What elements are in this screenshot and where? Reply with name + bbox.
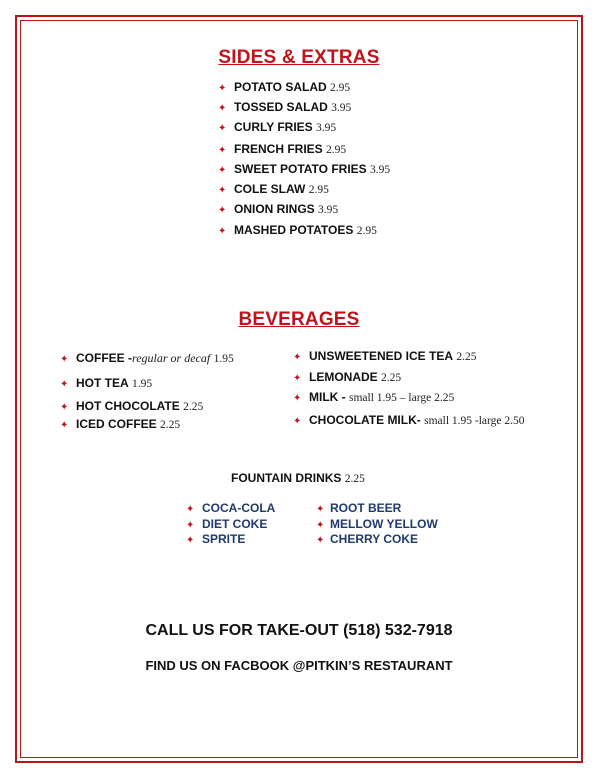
side-item [218,182,329,196]
beverage-item [293,390,454,404]
beverages-title: BEVERAGES [238,309,360,330]
side-item-price: 3.95 [316,122,337,134]
beverage-detail: 2.25 [456,351,477,363]
bullet-star-icon: ✦ [186,535,195,546]
fountain-item [316,532,418,546]
beverage-name: ICED COFFEE [76,417,157,431]
side-item [218,142,346,156]
side-item-name: SWEET POTATO FRIES [234,162,367,176]
bullet-star-icon: ✦ [218,103,227,114]
beverage-detail: small 1.95 – large 2.25 [349,392,455,404]
beverage-name: CHOCOLATE MILK- [309,413,421,427]
bullet-star-icon: ✦ [316,535,325,546]
side-item-price: 3.95 [331,102,352,114]
side-item-name: TOSSED SALAD [234,100,328,114]
side-item-price: 2.95 [326,144,347,156]
facebook-line: FIND US ON FACBOOK @PITKIN’S RESTAURANT [145,658,453,673]
fountain-item [186,517,267,531]
side-item-name: CURLY FRIES [234,120,313,134]
fountain-title: FOUNTAIN DRINKS [231,471,342,485]
fountain-name: CHERRY COKE [330,532,419,546]
side-item [218,80,350,94]
beverage-name: COFFEE - [76,351,132,365]
beverage-name: MILK - [309,390,346,404]
bullet-star-icon: ✦ [293,393,302,404]
side-item-price: 2.95 [356,225,377,237]
side-item-price: 3.95 [318,204,339,216]
fountain-name: COCA-COLA [202,501,276,515]
beverage-name: HOT TEA [76,376,129,390]
beverage-item [60,351,234,366]
fountain-item [316,501,401,515]
bullet-star-icon: ✦ [60,402,69,413]
beverage-item [293,413,525,427]
fountain-price: 2.25 [344,473,365,485]
beverage-item [293,349,476,363]
fountain-name: ROOT BEER [330,501,402,515]
beverage-item [293,370,401,384]
fountain-heading [231,471,365,485]
side-item [218,223,377,237]
side-item-price: 2.95 [330,82,351,94]
side-item-price: 2.95 [308,184,329,196]
side-item-price: 3.95 [370,164,391,176]
beverage-name: UNSWEETENED ICE TEA [309,349,454,363]
bullet-star-icon: ✦ [218,165,227,176]
side-item [218,202,338,216]
side-item-name: MASHED POTATOES [234,223,354,237]
beverage-detail: small 1.95 -large 2.50 [424,415,525,427]
bullet-star-icon: ✦ [218,185,227,196]
side-item [218,162,390,176]
beverage-detail: 2.25 [381,372,402,384]
bullet-star-icon: ✦ [60,354,69,365]
bullet-star-icon: ✦ [218,123,227,134]
bullet-star-icon: ✦ [60,379,69,390]
bullet-star-icon: ✦ [293,373,302,384]
beverage-price: 1.95 [213,353,234,365]
bullet-star-icon: ✦ [316,504,325,515]
bullet-star-icon: ✦ [218,145,227,156]
bullet-star-icon: ✦ [218,83,227,94]
fountain-name: MELLOW YELLOW [330,517,438,531]
beverage-price: 2.25 [160,419,181,431]
side-item [218,100,351,114]
side-item [218,120,336,134]
bullet-star-icon: ✦ [218,205,227,216]
beverage-price: 1.95 [132,378,153,390]
takeout-line: CALL US FOR TAKE-OUT (518) 532-7918 [145,622,453,639]
side-item-name: COLE SLAW [234,182,306,196]
fountain-item [186,532,245,546]
bullet-star-icon: ✦ [186,504,195,515]
beverage-item [60,376,152,390]
fountain-item [186,501,275,515]
bullet-star-icon: ✦ [316,520,325,531]
fountain-name: DIET COKE [202,517,268,531]
side-item-name: POTATO SALAD [234,80,327,94]
bullet-star-icon: ✦ [218,226,227,237]
bullet-star-icon: ✦ [293,352,302,363]
beverage-name: HOT CHOCOLATE [76,399,180,413]
beverage-note: regular or decaf [132,351,211,365]
bullet-star-icon: ✦ [293,416,302,427]
fountain-name: SPRITE [202,532,246,546]
beverage-price: 2.25 [183,401,204,413]
side-item-name: FRENCH FRIES [234,142,323,156]
beverage-name: LEMONADE [309,370,378,384]
side-item-name: ONION RINGS [234,202,315,216]
fountain-item [316,517,438,531]
bullet-star-icon: ✦ [60,420,69,431]
beverage-item [60,417,180,431]
bullet-star-icon: ✦ [186,520,195,531]
sides-title: SIDES & EXTRAS [218,47,380,68]
beverage-item [60,399,203,413]
